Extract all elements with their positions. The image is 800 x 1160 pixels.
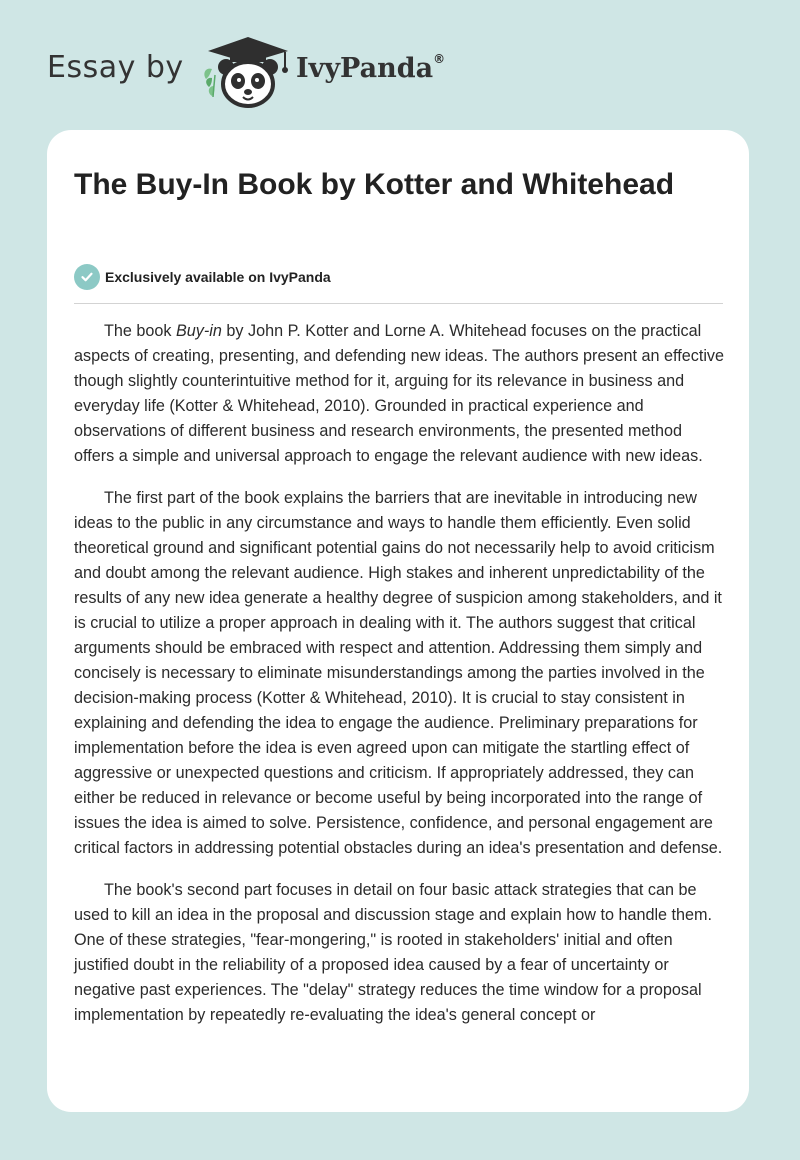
essay-card — [47, 130, 749, 1112]
brand-text: IvyPanda — [296, 53, 434, 84]
exclusive-badge — [74, 264, 331, 290]
exclusive-badge-label: Exclusively available on IvyPanda — [105, 269, 331, 285]
book-title: Buy-in — [176, 322, 222, 340]
ivy-leaf-icon — [204, 69, 215, 97]
paragraph-1-rest: by John P. Kotter and Lorne A. Whitehead focuses on the practical aspects of creating, presenting, and defending new ideas. The authors present an effective though slightly counterintuitive method for it, arguing for its relevance in business and everyday life (Kotter & Whitehead, 2010). Grounded in practical experience and observations of different business and research environments, the presented method offers a simple and universal approach to engage the relevant audience with new ideas. — [74, 322, 725, 465]
paragraph-1 — [74, 319, 726, 469]
paragraph-1-lead: The book — [104, 322, 176, 340]
trademark-symbol: ® — [433, 52, 446, 66]
brand-name[interactable] — [296, 53, 445, 84]
paragraph-2: The first part of the book explains the barriers that are inevitable in introducing new ideas to the public in any circumstance and ways to handle them efficiently. Even solid theoretical ground and significant potential gains do not necessarily help to avoid criticism and doubt among the relevant audience. High stakes and inherent unpredictability of the results of any new idea generate a healthy degree of suspicion among stakeholders, and it is crucial to utilize a proper approach in dealing with it. The authors suggest that critical arguments should be embraced with respect and attention. Addressing them simply and concisely is necessary to eliminate misunderstandings among the parties involved in the decision-making process (Kotter & Whitehead, 2010). It is crucial to stay consistent in explaining and defending the idea to engage the audience. Preliminary preparations for implementation before the idea is even agreed upon can mitigate the startling effect of aggressive or unexpected questions and criticism. If appropriately addressed, they can either be reduced in relevance or become useful by being incorporated into the range of issues the idea is aimed to solve. Persistence, confidence, and personal engagement are critical factors in addressing potential obstacles during an idea's presentation and defense. — [74, 489, 723, 857]
site-header — [0, 0, 800, 130]
essay-by-label: Essay by — [47, 50, 184, 85]
paragraph-3: The book's second part focuses in detail on four basic attack strategies that can be used to kill an idea in the proposal and discussion stage and explain how to handle them. One of these strategies, "fear-mongering," is rooted in stakeholders' initial and often justified doubt in the reliability of a proposed idea caused by a fear of uncertainty or negative past experiences. The "delay" strategy reduces the time window for a proposal implementation by repeatedly re-evaluating the idea's general concept or — [74, 881, 713, 1024]
panda-graduate-icon[interactable] — [200, 35, 296, 109]
essay-title: The Buy-In Book by Kotter and Whitehead — [74, 168, 675, 201]
check-circle-icon — [74, 264, 100, 290]
essay-body — [74, 319, 726, 1045]
divider — [74, 303, 723, 304]
